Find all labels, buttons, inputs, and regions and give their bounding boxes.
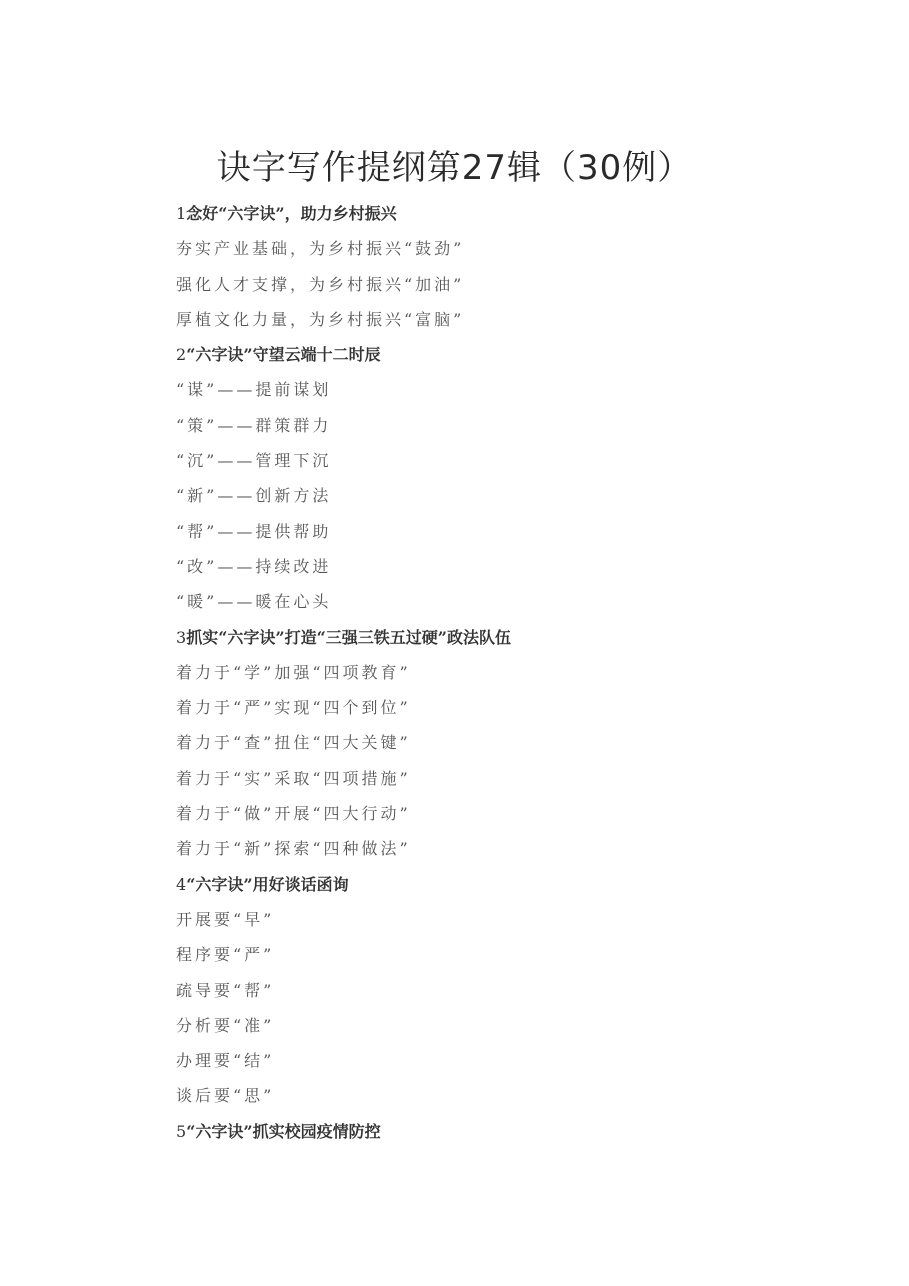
document-title: 诀字写作提纲第27辑（30例）	[216, 148, 693, 188]
list-item: “沉”——管理下沉	[176, 451, 332, 471]
list-item: “改”——持续改进	[176, 556, 332, 576]
section-title: “六字诀”守望云端十二时辰	[186, 345, 381, 365]
list-item: “策”——群策群力	[176, 415, 332, 435]
list-item: 开展要“早”	[176, 909, 275, 929]
section-heading	[176, 867, 816, 902]
section-heading	[176, 620, 816, 655]
list-item: 谈后要“思”	[176, 1086, 275, 1106]
list-item: “帮”——提供帮助	[176, 521, 332, 541]
section-number: 2	[176, 345, 187, 365]
list-item: 程序要“严”	[176, 945, 275, 965]
section-number: 5	[176, 1121, 187, 1141]
section-title: “六字诀”抓实校园疫情防控	[186, 1121, 381, 1141]
list-item: 着力于“实”采取“四项措施”	[176, 768, 411, 788]
section-title: 抓实“六字诀”打造“三强三铁五过硬”政法队伍	[186, 627, 512, 647]
section-heading	[176, 196, 816, 231]
document-body	[176, 196, 816, 1149]
section-number: 3	[176, 627, 187, 647]
list-item: 分析要“准”	[176, 1015, 275, 1035]
list-item: “谋”——提前谋划	[176, 380, 332, 400]
section-title: “六字诀”用好谈话函询	[186, 874, 349, 894]
list-item: 着力于“严”实现“四个到位”	[176, 698, 411, 718]
section-heading	[176, 1114, 816, 1149]
list-item: 办理要“结”	[176, 1051, 275, 1071]
section-number: 1	[176, 204, 187, 223]
list-item: 着力于“学”加强“四项教育”	[176, 662, 411, 682]
list-item: “暖”——暖在心头	[176, 592, 332, 612]
section-number: 4	[176, 874, 187, 894]
list-item: 夯实产业基础，为乡村振兴“鼓劲”	[176, 239, 465, 259]
list-item: 疏导要“帮”	[176, 980, 275, 1000]
list-item: 着力于“查”扭住“四大关键”	[176, 733, 411, 753]
list-item: 强化人才支撑，为乡村振兴“加油”	[176, 274, 465, 294]
list-item: “新”——创新方法	[176, 486, 332, 506]
list-item: 厚植文化力量，为乡村振兴“富脑”	[176, 309, 465, 329]
section-heading	[176, 337, 816, 372]
list-item: 着力于“新”探索“四种做法”	[176, 839, 411, 859]
section-title: 念好“六字诀”，助力乡村振兴	[186, 204, 397, 223]
list-item: 着力于“做”开展“四大行动”	[176, 804, 411, 824]
